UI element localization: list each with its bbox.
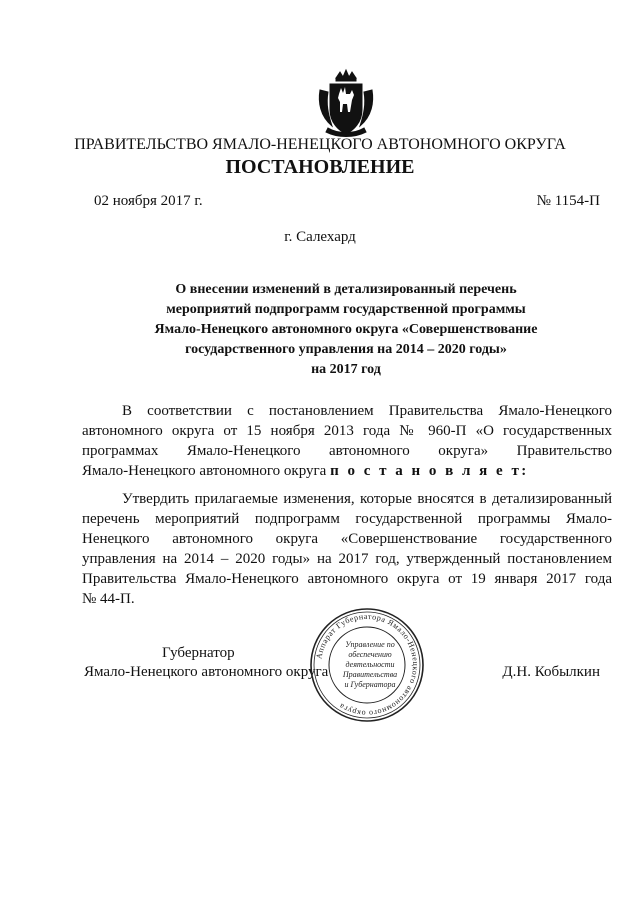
title-line: Ямало-Ненецкого автономного округа «Совершенствование — [154, 322, 538, 337]
coat-of-arms-emblem — [314, 68, 378, 138]
paragraph-preamble — [82, 401, 612, 481]
title-line: на 2017 год — [311, 362, 381, 377]
paragraph-text: Ямало-Ненецкого автономного округа — [82, 463, 331, 479]
paragraph-line: программах Ямало-Ненецкого автономного округа» Правительство — [82, 443, 612, 459]
signatory-position: Губернатор — [162, 645, 235, 661]
document-number: № 1154-П — [536, 193, 600, 209]
document-city: г. Салехард — [284, 229, 356, 245]
title-line: О внесении изменений в детализированный перечень — [175, 282, 517, 297]
paragraph-line: Ненецкого автономного округа «Совершенствование государственного — [82, 531, 612, 547]
stamp-line: Правительства — [342, 670, 398, 679]
paragraph-line: В соответствии с постановлением Правительства Ямало-Ненецкого — [122, 403, 612, 419]
document-title — [120, 280, 572, 380]
document-type: ПОСТАНОВЛЕНИЕ — [225, 156, 415, 178]
title-line: государственного управления на 2014 – 2020 годы» — [185, 342, 507, 357]
stamp-center-text — [334, 640, 406, 690]
paragraph-line: перечень мероприятий подпрограмм государственной программы Ямало- — [82, 511, 612, 527]
paragraph-line: № 44-П. — [82, 591, 135, 607]
stamp-line: и Губернатора — [344, 680, 396, 689]
paragraph-line: Утвердить прилагаемые изменения, которые вносятся в детализированный — [122, 491, 612, 507]
document-date: 02 ноября 2017 г. — [94, 193, 203, 209]
paragraph-resolution — [82, 489, 612, 609]
paragraph-line: управления на 2014 – 2020 годы» на 2017 год, утвержденный постановлением — [82, 551, 612, 567]
signatory-name: Д.Н. Кобылкин — [502, 664, 600, 680]
paragraph-line — [82, 461, 612, 481]
stamp-ring-text: Аппарат Губернатора Ямало-Ненецкого автономного округа — [314, 611, 421, 719]
government-name: ПРАВИТЕЛЬСТВО ЯМАЛО-НЕНЕЦКОГО АВТОНОМНОГО ОКРУГА — [74, 136, 566, 153]
signatory-organization: Ямало-Ненецкого автономного округа — [84, 664, 329, 680]
title-line: мероприятий подпрограмм государственной программы — [166, 302, 526, 317]
stamp-line: Управление по — [345, 640, 395, 649]
paragraph-line: Правительства Ямало-Ненецкого автономного округа от 19 января 2017 года — [82, 571, 612, 587]
stamp-line: обеспечению — [348, 650, 392, 659]
paragraph-line: автономного округа от 15 ноября 2013 года № 960-П «О государственных — [82, 423, 612, 439]
stamp-line: деятельности — [345, 660, 395, 669]
resolves-keyword: п о с т а н о в л я е т: — [330, 463, 529, 479]
